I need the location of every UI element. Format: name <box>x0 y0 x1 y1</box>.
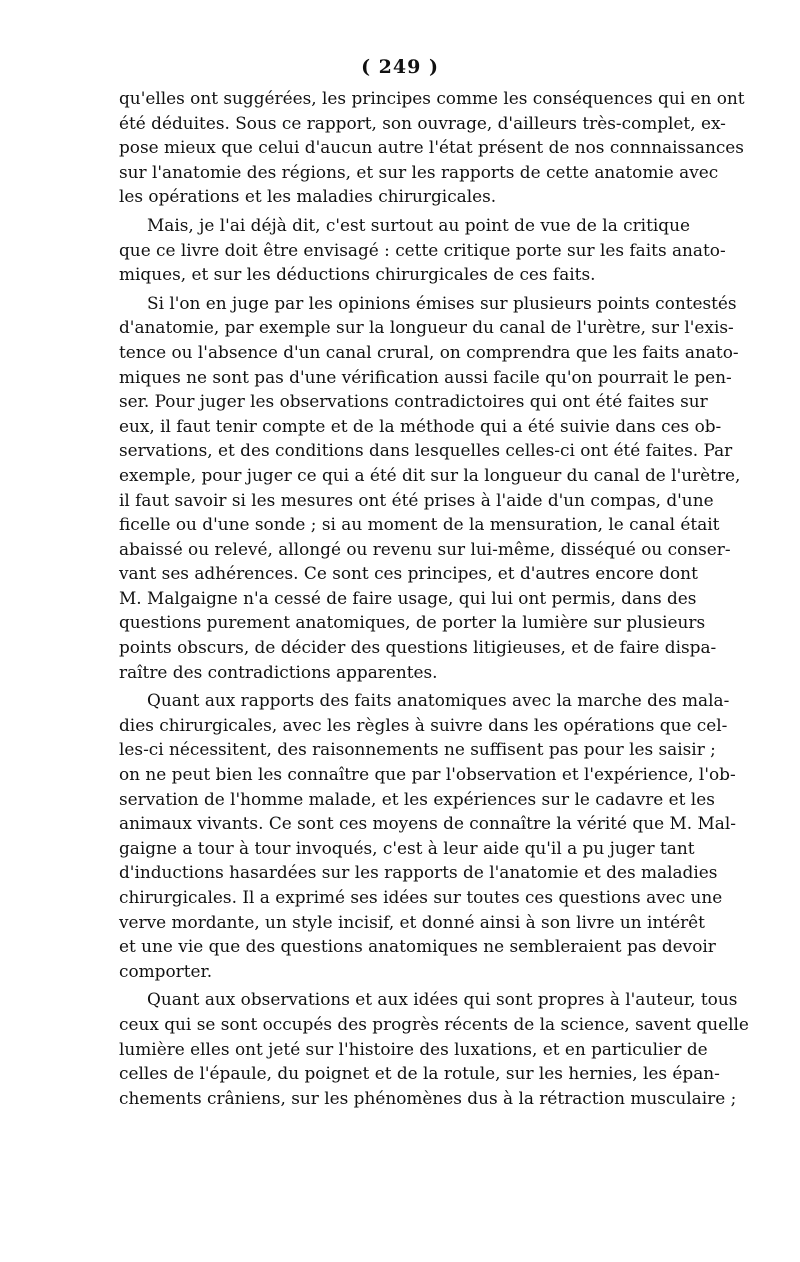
text-line: animaux vivants. Ce sont ces moyens de connaître la vérité que M. Mal- <box>119 813 736 834</box>
text-line: on ne peut bien les connaître que par l'observation et l'expérience, l'ob- <box>119 764 736 785</box>
text-line: eux, il faut tenir compte et de la méthode qui a été suivie dans ces ob- <box>119 415 722 436</box>
text-line: les-ci nécessitent, des raisonnements ne suffisent pas pour les saisir ; <box>119 739 716 760</box>
page-number: ( 249 ) <box>361 56 439 78</box>
paragraph <box>119 291 741 685</box>
text-line: d'anatomie, par exemple sur la longueur du canal de l'urètre, sur l'exis- <box>119 317 734 338</box>
text-line: sur l'anatomie des régions, et sur les rapports de cette anatomie avec <box>119 161 719 182</box>
text-line: lumière elles ont jeté sur l'histoire des luxations, et en particulier de <box>119 1038 708 1059</box>
text-line: M. Malgaigne n'a cessé de faire usage, qui lui ont permis, dans des <box>119 587 697 608</box>
text-line: Mais, je l'ai déjà dit, c'est surtout au point de vue de la critique <box>147 214 690 235</box>
text-line: abaissé ou relevé, allongé ou revenu sur lui-même, disséqué ou conser- <box>119 538 731 559</box>
text-line: questions purement anatomiques, de porter la lumière sur plusieurs <box>119 612 706 633</box>
text-line: miques, et sur les déductions chirurgicales de ces faits. <box>119 264 596 285</box>
paragraph <box>119 213 726 287</box>
text-line: servation de l'homme malade, et les expériences sur le cadavre et les <box>119 788 715 809</box>
text-line: il faut savoir si les mesures ont été prises à l'aide d'un compas, d'une <box>119 489 714 510</box>
text-line: chirurgicales. Il a exprimé ses idées sur toutes ces questions avec une <box>119 887 723 907</box>
text-line: verve mordante, un style incisif, et donné ainsi à son livre un intérêt <box>119 911 705 932</box>
text-line: et une vie que des questions anatomiques ne sembleraient pas devoir <box>119 936 716 957</box>
text-line: comporter. <box>119 960 213 981</box>
text-line: été déduites. Sous ce rapport, son ouvrage, d'ailleurs très-complet, ex- <box>119 112 726 133</box>
text-line: points obscurs, de décider des questions litigieuses, et de faire dispa- <box>119 637 717 658</box>
paragraph <box>119 987 749 1110</box>
text-line: chements crâniens, sur les phénomènes dus à la rétraction musculaire ; <box>119 1087 737 1108</box>
paragraph <box>119 688 736 983</box>
text-line: les opérations et les maladies chirurgicales. <box>119 186 497 207</box>
text-line: Si l'on en juge par les opinions émises sur plusieurs points contestés <box>147 292 737 313</box>
text-line: ser. Pour juger les observations contradictoires qui ont été faites sur <box>119 391 708 412</box>
text-line: servations, et des conditions dans lesquelles celles-ci ont été faites. Par <box>119 440 733 461</box>
text-line: dies chirurgicales, avec les règles à suivre dans les opérations que cel- <box>119 714 728 735</box>
body-text <box>119 86 749 1110</box>
text-line: Quant aux rapports des faits anatomiques avec la marche des mala- <box>147 690 730 711</box>
text-line: pose mieux que celui d'aucun autre l'état présent de nos connnaissances <box>119 137 744 158</box>
text-line: Quant aux observations et aux idées qui sont propres à l'auteur, tous <box>147 989 738 1010</box>
text-line: d'inductions hasardées sur les rapports de l'anatomie et des maladies <box>119 862 718 883</box>
text-line: vant ses adhérences. Ce sont ces principes, et d'autres encore dont <box>119 563 698 584</box>
text-line: que ce livre doit être envisagé : cette critique porte sur les faits anato- <box>119 239 726 260</box>
text-line: tence ou l'absence d'un canal crural, on comprendra que les faits anato- <box>119 341 739 362</box>
text-line: miques ne sont pas d'une vérification aussi facile qu'on pourrait le pen- <box>119 366 732 387</box>
text-line: exemple, pour juger ce qui a été dit sur la longueur du canal de l'urètre, <box>119 464 741 485</box>
text-line: ceux qui se sont occupés des progrès récents de la science, savent quelle <box>119 1013 749 1034</box>
text-line: celles de l'épaule, du poignet et de la rotule, sur les hernies, les épan- <box>119 1063 720 1084</box>
text-line: gaigne a tour à tour invoqués, c'est à leur aide qu'il a pu juger tant <box>119 837 695 858</box>
paragraph <box>119 86 745 209</box>
text-line: ficelle ou d'une sonde ; si au moment de la mensuration, le canal était <box>119 514 720 535</box>
text-line: qu'elles ont suggérées, les principes comme les conséquences qui en ont <box>119 88 745 108</box>
text-line: raître des contradictions apparentes. <box>119 661 438 682</box>
